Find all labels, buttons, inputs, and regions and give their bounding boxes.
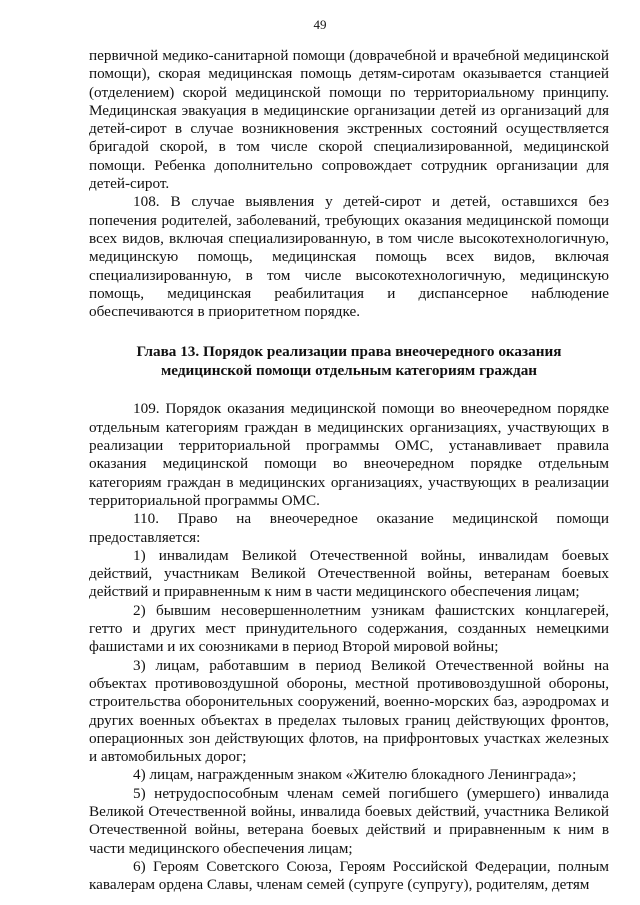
list-item-1: 1) инвалидам Великой Отечественной войны, инвалидам боевых действий, участникам Великой Отечественной войны, ветеранам боевых действий и приравненным к ним в части медицинского обеспечения лицам; bbox=[89, 546, 609, 601]
list-item-3: 3) лицам, работавшим в период Великой Отечественной войны на объектах противовоздушной обороны, местной противовоздушной обороны, строительства оборонительных сооружений, военно-морских баз, аэродромах и других военных объектах в пределах тыловых границ действующих фронтов, операционных зон действующих флотов, на прифронтовых участках железных и автомобильных дорог; bbox=[89, 656, 609, 766]
list-item-2: 2) бывшим несовершеннолетним узникам фашистских концлагерей, гетто и других мест принудительного содержания, созданных немецкими фашистами и их союзниками в период Второй мировой войны; bbox=[89, 601, 609, 656]
document-body bbox=[89, 47, 609, 894]
list-item-4: 4) лицам, награжденным знаком «Жителю блокадного Ленинграда»; bbox=[133, 766, 577, 784]
chapter-heading-line-2: медицинской помощи отдельным категориям граждан bbox=[160, 362, 538, 380]
list-item-6: 6) Героям Советского Союза, Героям Российской Федерации, полным кавалерам ордена Славы, членам семей (супруге (супругу), родителям, детям bbox=[89, 857, 609, 894]
paragraph: первичной медико-санитарной помощи (доврачебной и врачебной медицинской помощи), скорая медицинская помощь детям-сиротам оказывается станцией (отделением) скорой медицинской помощи по территориальному принципу. Медицинская эвакуация в медицинские организации детей из организаций для детей-сирот в случае возникновения экстренных состояний осуществляется бригадой скорой, в том числе скорой специализированной, медицинской помощи. Ребенка дополнительно сопровождает сотрудник организации для детей-сирот. bbox=[89, 47, 609, 193]
paragraph-108: 108. В случае выявления у детей-сирот и детей, оставшихся без попечения родителей, заболеваний, требующих оказания медицинской помощи всех видов, включая специализированную, в том числе высокотехнологичную, медицинскую помощь, медицинская помощь всех видов, включая специализированную, в том числе высокотехнологичную, медицинскую помощь, медицинская реабилитация и диспансерное наблюдение обеспечиваются в приоритетном порядке. bbox=[89, 193, 609, 321]
paragraph-110: 110. Право на внеочередное оказание медицинской помощи предоставляется: bbox=[89, 510, 609, 546]
list-item-5: 5) нетрудоспособным членам семей погибшего (умершего) инвалида Великой Отечественной войны, инвалида боевых действий, участника Великой Отечественной войны, ветерана боевых действий и приравненным к ним в части медицинского обеспечения лицам; bbox=[89, 784, 609, 857]
chapter-heading bbox=[89, 342, 609, 380]
page-number: 49 bbox=[313, 17, 327, 32]
paragraph-109: 109. Порядок оказания медицинской помощи во внеочередном порядке отдельным категориям граждан в медицинских организациях, участвующих в реализации территориальной программы ОМС, устанавливает правила оказания медицинской помощи во внеочередном порядке отдельным категориям граждан в медицинских организациях, участвующих в реализации территориальной программы ОМС. bbox=[89, 400, 609, 509]
chapter-heading-line-1: Глава 13. Порядок реализации права внеочередного оказания bbox=[136, 343, 562, 361]
